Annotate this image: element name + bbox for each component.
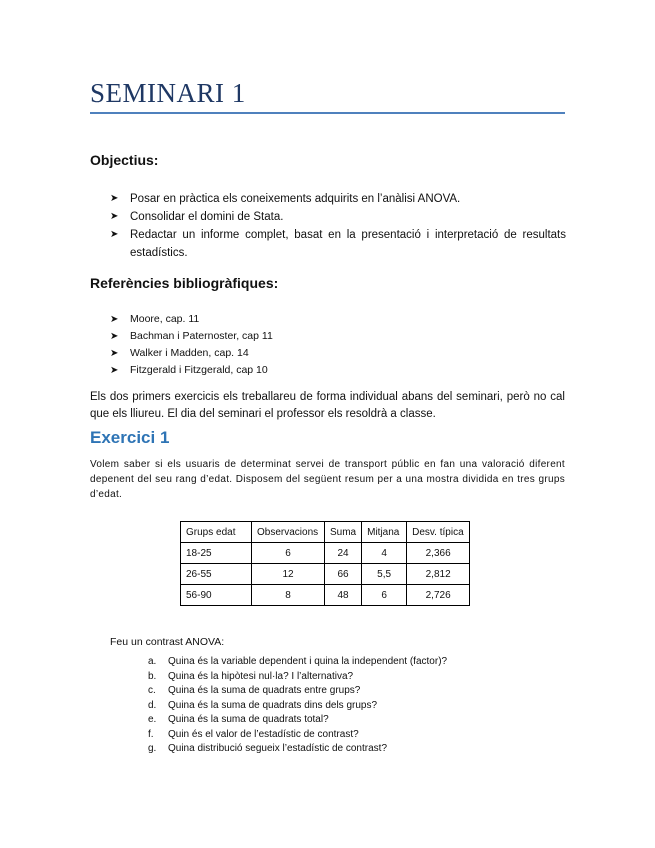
table-cell: 4 bbox=[362, 543, 407, 564]
arrow-bullet-icon: ➤ bbox=[110, 348, 119, 359]
table-cell: 18-25 bbox=[181, 543, 252, 564]
table-cell: 12 bbox=[252, 564, 325, 585]
objectius-heading: Objectius: bbox=[90, 152, 159, 168]
column-header: Suma bbox=[325, 522, 362, 543]
table-cell: 26-55 bbox=[181, 564, 252, 585]
summary-table bbox=[180, 521, 470, 606]
arrow-bullet-icon: ➤ bbox=[110, 365, 119, 376]
table-cell: 8 bbox=[252, 585, 325, 606]
table-cell: 6 bbox=[362, 585, 407, 606]
table-cell: 66 bbox=[325, 564, 362, 585]
table-cell: 56-90 bbox=[181, 585, 252, 606]
arrow-bullet-icon: ➤ bbox=[110, 314, 119, 325]
table-row bbox=[181, 585, 470, 606]
list-item: d. Quina és la suma de quadrats dins dels grups? bbox=[148, 699, 378, 711]
referencies-list bbox=[110, 311, 273, 379]
table-cell: 24 bbox=[325, 543, 362, 564]
list-item: ➤ Fitzgerald i Fitzgerald, cap 10 bbox=[110, 362, 273, 379]
title-underline bbox=[90, 112, 565, 114]
list-item: g. Quina distribució segueix l’estadístic de contrast? bbox=[148, 743, 388, 754]
list-item: ➤ Consolidar el domini de Stata. bbox=[110, 208, 566, 226]
arrow-bullet-icon: ➤ bbox=[110, 331, 119, 342]
arrow-bullet-icon: ➤ bbox=[110, 229, 119, 240]
list-item: e. Quina és la suma de quadrats total? bbox=[148, 714, 329, 725]
objectius-list bbox=[110, 190, 566, 262]
list-item: f. Quin és el valor de l’estadístic de contrast? bbox=[148, 728, 359, 740]
list-item: c. Quina és la suma de quadrats entre grups? bbox=[148, 685, 361, 696]
arrow-bullet-icon: ➤ bbox=[110, 211, 119, 222]
list-item: ➤ Moore, cap. 11 bbox=[110, 311, 273, 328]
list-item: ➤ Redactar un informe complet, basat en la presentació i interpretació de resultats estadístics. bbox=[110, 226, 566, 262]
table-cell: 6 bbox=[252, 543, 325, 564]
exercici-paragraph: Volem saber si els usuaris de determinat servei de transport públic en fan una valoració diferent depenent del seu rang d’edat. Disposem del següent resum per a una mostra dividida en tres grups d’edat. bbox=[90, 459, 565, 500]
table-header-row bbox=[181, 522, 470, 543]
list-item: ➤ Bachman i Paternoster, cap 11 bbox=[110, 328, 273, 345]
column-header: Mitjana bbox=[362, 522, 407, 543]
arrow-bullet-icon: ➤ bbox=[110, 193, 119, 204]
table-cell: 48 bbox=[325, 585, 362, 606]
column-header: Desv. típica bbox=[407, 522, 470, 543]
table-row bbox=[181, 543, 470, 564]
column-header: Grups edat bbox=[181, 522, 252, 543]
table-row bbox=[181, 564, 470, 585]
exercici-heading: Exercici 1 bbox=[90, 428, 170, 447]
list-item: ➤ Posar en pràctica els coneixements adquirits en l’anàlisi ANOVA. bbox=[110, 190, 566, 208]
list-item: b. Quina és la hipòtesi nul·la? I l’alternativa? bbox=[148, 670, 354, 682]
intro-paragraph: Els dos primers exercicis els treballareu de forma individual abans del seminari, però no cal que els lliureu. El dia del seminari el professor els resoldrà a classe. bbox=[90, 391, 565, 420]
page-title: SEMINARI 1 bbox=[90, 78, 246, 108]
anova-instruction: Feu un contrast ANOVA: bbox=[110, 636, 225, 648]
list-item: ➤ Walker i Madden, cap. 14 bbox=[110, 345, 273, 362]
questions-list bbox=[148, 655, 447, 757]
table-cell: 2,812 bbox=[407, 564, 470, 585]
table-cell: 5,5 bbox=[362, 564, 407, 585]
column-header: Observacions bbox=[252, 522, 325, 543]
table-cell: 2,366 bbox=[407, 543, 470, 564]
table-cell: 2,726 bbox=[407, 585, 470, 606]
referencies-heading: Referències bibliogràfiques: bbox=[90, 275, 279, 291]
list-item: a. Quina és la variable dependent i quina la independent (factor)? bbox=[148, 656, 448, 667]
